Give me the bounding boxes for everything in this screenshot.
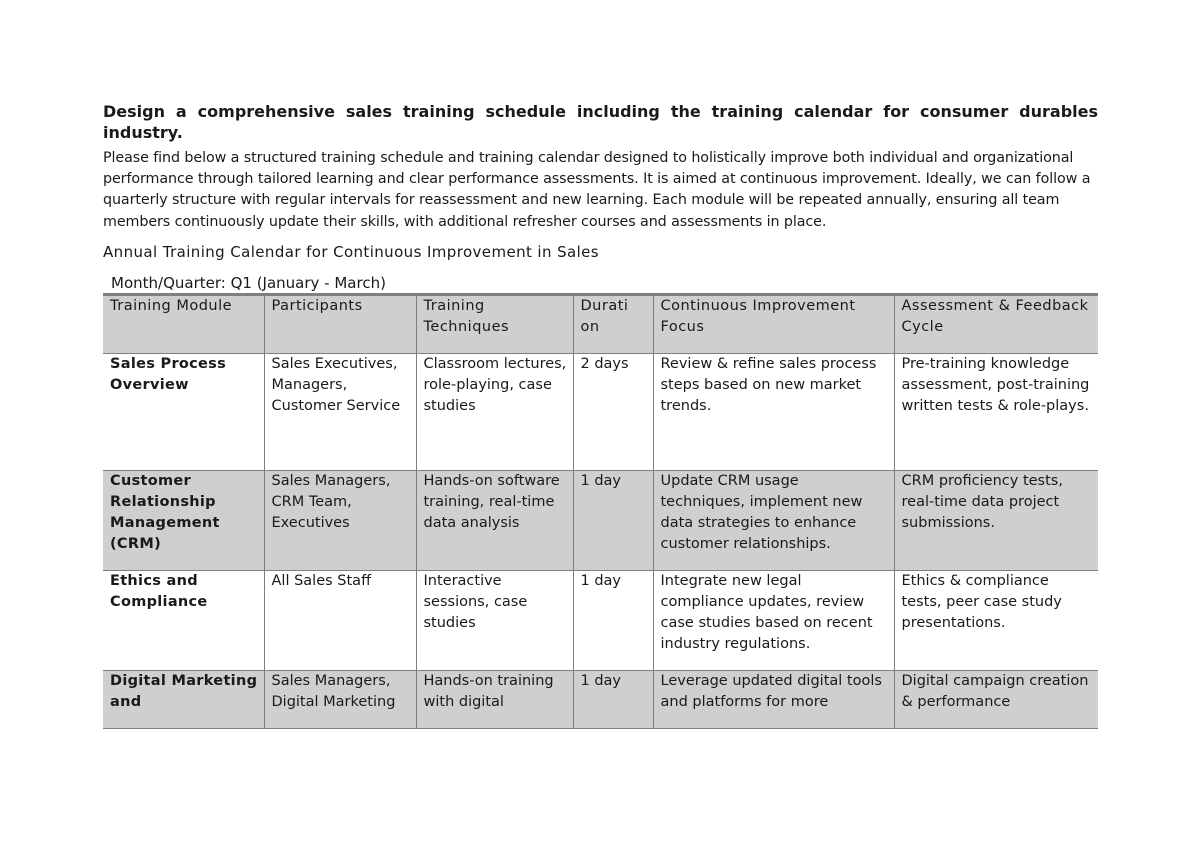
cell-participants: All Sales Staff <box>264 570 416 670</box>
cell-duration: 2 days <box>573 353 653 470</box>
table-header-row <box>103 294 1098 353</box>
header-training-techniques: Training Techniques <box>416 294 573 353</box>
cell-techniques: Interactive sessions, case studies <box>416 570 573 670</box>
cell-techniques: Hands-on software training, real-time data analysis <box>416 470 573 570</box>
header-participants: Participants <box>264 294 416 353</box>
header-training-module: Training Module <box>103 294 264 353</box>
training-table-wrapper <box>103 293 1098 710</box>
cell-assessment: CRM proficiency tests, real-time data project submissions. <box>894 470 1098 570</box>
cell-module: Digital Marketing and <box>103 670 264 728</box>
cell-duration: 1 day <box>573 670 653 728</box>
table-row <box>103 570 1098 670</box>
cell-focus: Review & refine sales process steps based on new market trends. <box>653 353 894 470</box>
cell-assessment: Ethics & compliance tests, peer case study presentations. <box>894 570 1098 670</box>
cell-module: Customer Relationship Management (CRM) <box>103 470 264 570</box>
header-improvement-focus: Continuous Improvement Focus <box>653 294 894 353</box>
header-duration: Durati on <box>573 294 653 353</box>
table-row <box>103 470 1098 570</box>
table-row <box>103 670 1098 728</box>
cell-module: Ethics and Compliance <box>103 570 264 670</box>
cell-participants: Sales Managers, CRM Team, Executives <box>264 470 416 570</box>
calendar-title: Annual Training Calendar for Continuous Improvement in Sales <box>103 242 600 261</box>
cell-assessment: Pre-training knowledge assessment, post-training written tests & role-plays. <box>894 353 1098 470</box>
cell-assessment: Digital campaign creation & performance <box>894 670 1098 728</box>
cell-techniques: Hands-on training with digital <box>416 670 573 728</box>
header-assessment-cycle: Assessment & Feedback Cycle <box>894 294 1098 353</box>
cell-module: Sales Process Overview <box>103 353 264 470</box>
cell-participants: Sales Managers, Digital Marketing <box>264 670 416 728</box>
document-heading: Design a comprehensive sales training schedule including the training calendar for consumer durables industry. <box>103 102 1098 142</box>
cell-participants: Sales Executives, Managers, Customer Service <box>264 353 416 470</box>
cell-techniques: Classroom lectures, role-playing, case studies <box>416 353 573 470</box>
cell-duration: 1 day <box>573 570 653 670</box>
training-calendar-table <box>103 293 1098 729</box>
document-page <box>103 101 1098 710</box>
intro-paragraph: Please find below a structured training schedule and training calendar designed to holistically improve both individual and organizational performance through tailored learning and clear performance assessments. It is aimed at continuous improvement. Ideally, we can follow a quarterly structure with regular intervals for reassessment and new learning. Each module will be repeated annually, ensuring all team members continuously update their skills, with additional refresher courses and assessments in place. <box>103 150 1091 230</box>
cell-focus: Update CRM usage techniques, implement new data strategies to enhance customer relationships. <box>653 470 894 570</box>
cell-duration: 1 day <box>573 470 653 570</box>
cell-focus: Integrate new legal compliance updates, review case studies based on recent industry regulations. <box>653 570 894 670</box>
table-row <box>103 353 1098 470</box>
quarter-label: Month/Quarter: Q1 (January - March) <box>111 273 386 292</box>
cell-focus: Leverage updated digital tools and platforms for more <box>653 670 894 728</box>
